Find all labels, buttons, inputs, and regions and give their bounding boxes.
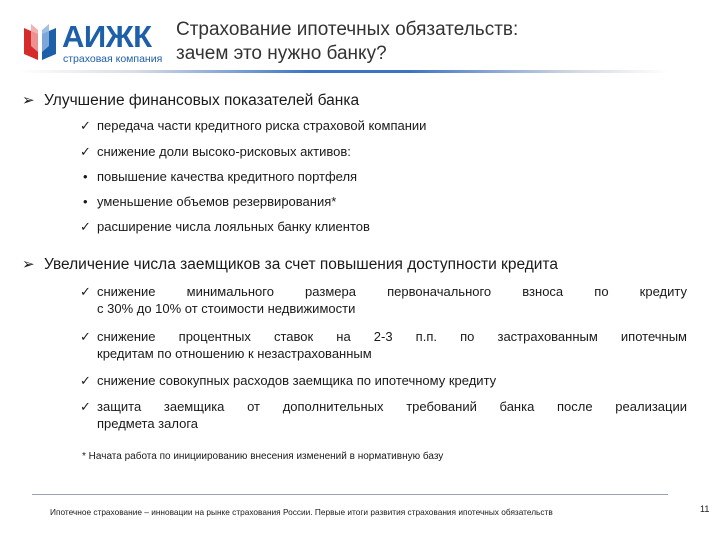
list-item: ✓ снижение доли высоко-рисковых активов: (80, 144, 351, 159)
page-number: 11 (700, 504, 710, 514)
list-item: • повышение качества кредитного портфеля (83, 169, 358, 184)
checkmark-icon: ✓ (80, 373, 91, 388)
dot-bullet-icon: • (83, 194, 88, 209)
checkmark-icon: ✓ (80, 399, 91, 414)
list-item: ✓ передача части кредитного риска страховой компании (80, 118, 427, 133)
list-item: ✓ расширение числа лояльных банку клиентов (80, 219, 370, 234)
logo-subtitle: страховая компания (63, 53, 163, 65)
arrow-bullet-icon: ➢ (22, 92, 35, 109)
title-divider (18, 70, 668, 73)
book-logo-icon (22, 22, 58, 62)
checkmark-icon: ✓ (80, 118, 91, 133)
checkmark-icon: ✓ (80, 219, 91, 234)
slide-title (176, 18, 518, 66)
checkmark-icon: ✓ (80, 144, 91, 159)
footer-divider (32, 494, 668, 495)
company-logo (22, 20, 162, 64)
checkmark-icon: ✓ (80, 329, 91, 344)
title-line-1: Страхование ипотечных обязательств: (176, 19, 519, 40)
list-item: ✓ снижение процентных ставок на 2-3 п.п. по застрахованным ипотечным кредитам по отношению к незастрахованным (80, 329, 687, 361)
arrow-bullet-icon: ➢ (22, 256, 35, 273)
list-item: ✓ защита заемщика от дополнительных требований банка после реализации предмета залога (80, 399, 687, 431)
section-heading-text: Улучшение финансовых показателей банка (44, 92, 360, 109)
footnote: * Начата работа по инициированию внесения изменений в нормативную базу (82, 451, 444, 462)
list-item: ✓ снижение совокупных расходов заемщика по ипотечному кредиту (80, 373, 497, 388)
footer-text: Ипотечное страхование – инновации на рынке страхования России. Первые итоги развития страхования ипотечных обязательств (50, 507, 553, 517)
checkmark-icon: ✓ (80, 284, 91, 299)
section-heading-text: Увеличение числа заемщиков за счет повышения доступности кредита (44, 256, 558, 273)
section-heading-financial (22, 91, 360, 111)
logo-name: АИЖК (62, 19, 152, 54)
list-item: • уменьшение объемов резервирования* (83, 194, 337, 209)
list-item: ✓ снижение минимального размера первоначального взноса по кредиту с 30% до 10% от стоимости недвижимости (80, 284, 687, 316)
title-line-2: зачем это нужно банку? (176, 43, 387, 64)
dot-bullet-icon: • (83, 169, 88, 184)
section-heading-borrowers (22, 255, 558, 275)
